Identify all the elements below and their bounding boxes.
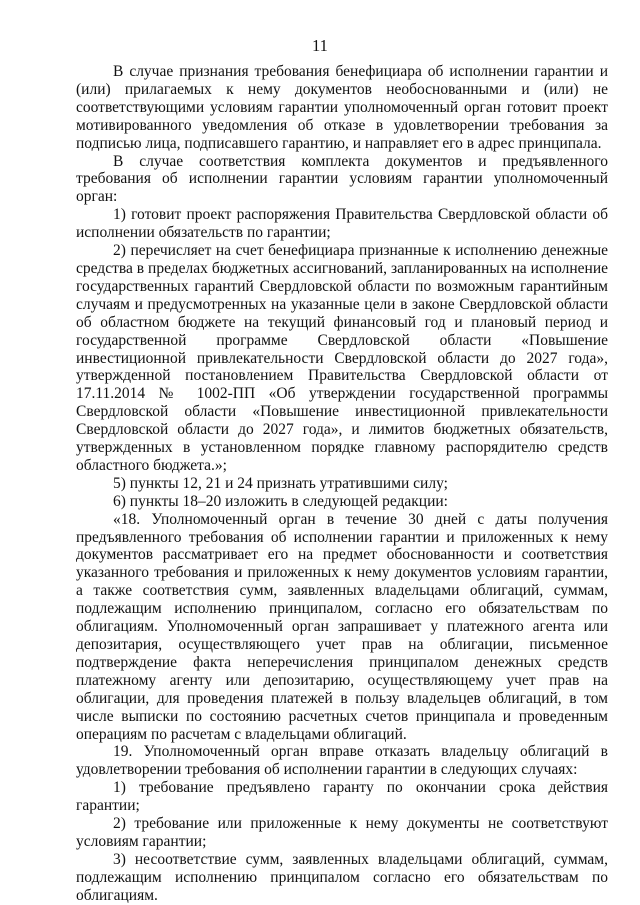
paragraph-refusal-notice: В случае признания требования бенефициара об исполнении гарантии и (или) прилагаемых к нему документов необоснованными и (или) не соответствующими условиям гарантии уполномоченный орган готовит проект мотивированного уведомления об отказе в удовлетворении требования за подписью лица, подписавшего гарантию, и направляет его в адрес принципала. xyxy=(76,63,608,152)
paragraph-clause-18: «18. Уполномоченный орган в течение 30 дней с даты получения предъявленного требования об исполнении гарантии и приложенных к нему документов рассматривает его на предмет обоснованности и соответствия указанного требования и приложенных к нему документов условиям гарантии, а также соответствия сумм, заявленных владельцами облигаций, суммам, подлежащим исполнению принципалом, согласно его обязательствам по облигациям. Уполномоченный орган запрашивает у платежного агента или депозитария, осуществляющего учет прав на облигации, письменное подтверждение факта неперечисления принципалом денежных средств платежному агенту или депозитарию, осуществляющему учет прав на облигации, для проведения платежей в пользу владельцев облигаций, в том числе выписки по состоянию расчетных счетов принципала и проведенным операциям по расчетам с владельцами облигаций. xyxy=(76,510,608,743)
paragraph-item-2-transfer-funds: 2) перечисляет на счет бенефициара признанные к исполнению денежные средства в пределах бюджетных ассигнований, запланированных на исполнение государственных гарантий Свердловской области по возможным гарантийным случаям и предусмотренных на указанные цели в законе Свердловской области об областном бюджете на текущий финансовый год и плановый период и государственной программе Свердловской области «Повышение инвестиционной привлекательности Свердловской области до 2027 года», утвержденной постановлением Правительства Свердловской области от 17.11.2014 № 1002-ПП «Об утверждении государственной программы Свердловской области «Повышение инвестиционной привлекательности Свердловской области до 2027 года», и лимитов бюджетных обязательств, утвержденных в установленном порядке главному распорядителю средств областного бюджета.»; xyxy=(76,242,608,474)
paragraph-amendment-6: 6) пункты 18–20 изложить в следующей редакции: xyxy=(113,492,448,510)
paragraph-compliance-intro: В случае соответствия комплекта документов и предъявленного требования об исполнении гарантии условиям гарантии уполномоченный орган: xyxy=(76,152,608,206)
paragraph-amendment-5: 5) пункты 12, 21 и 24 признать утратившими силу; xyxy=(113,474,448,492)
paragraph-item-1-draft-order: 1) готовит проект распоряжения Правительства Свердловской области об исполнении обязательств по гарантии; xyxy=(76,206,608,242)
paragraph-clause-19-item-3: 3) несоответствие сумм, заявленных владельцами облигаций, суммам, подлежащим исполнению принципалом согласно его обязательствам по облигациям. xyxy=(76,850,608,904)
paragraph-clause-19-item-1: 1) требование предъявлено гаранту по окончании срока действия гарантии; xyxy=(76,779,608,815)
document-body xyxy=(76,63,608,905)
paragraph-clause-19: 19. Уполномоченный орган вправе отказать владельцу облигаций в удовлетворении требования об исполнении гарантии в следующих случаях: xyxy=(76,743,608,779)
paragraph-clause-19-item-2: 2) требование или приложенные к нему документы не соответствуют условиям гарантии; xyxy=(76,815,608,850)
page-number: 11 xyxy=(312,36,328,55)
